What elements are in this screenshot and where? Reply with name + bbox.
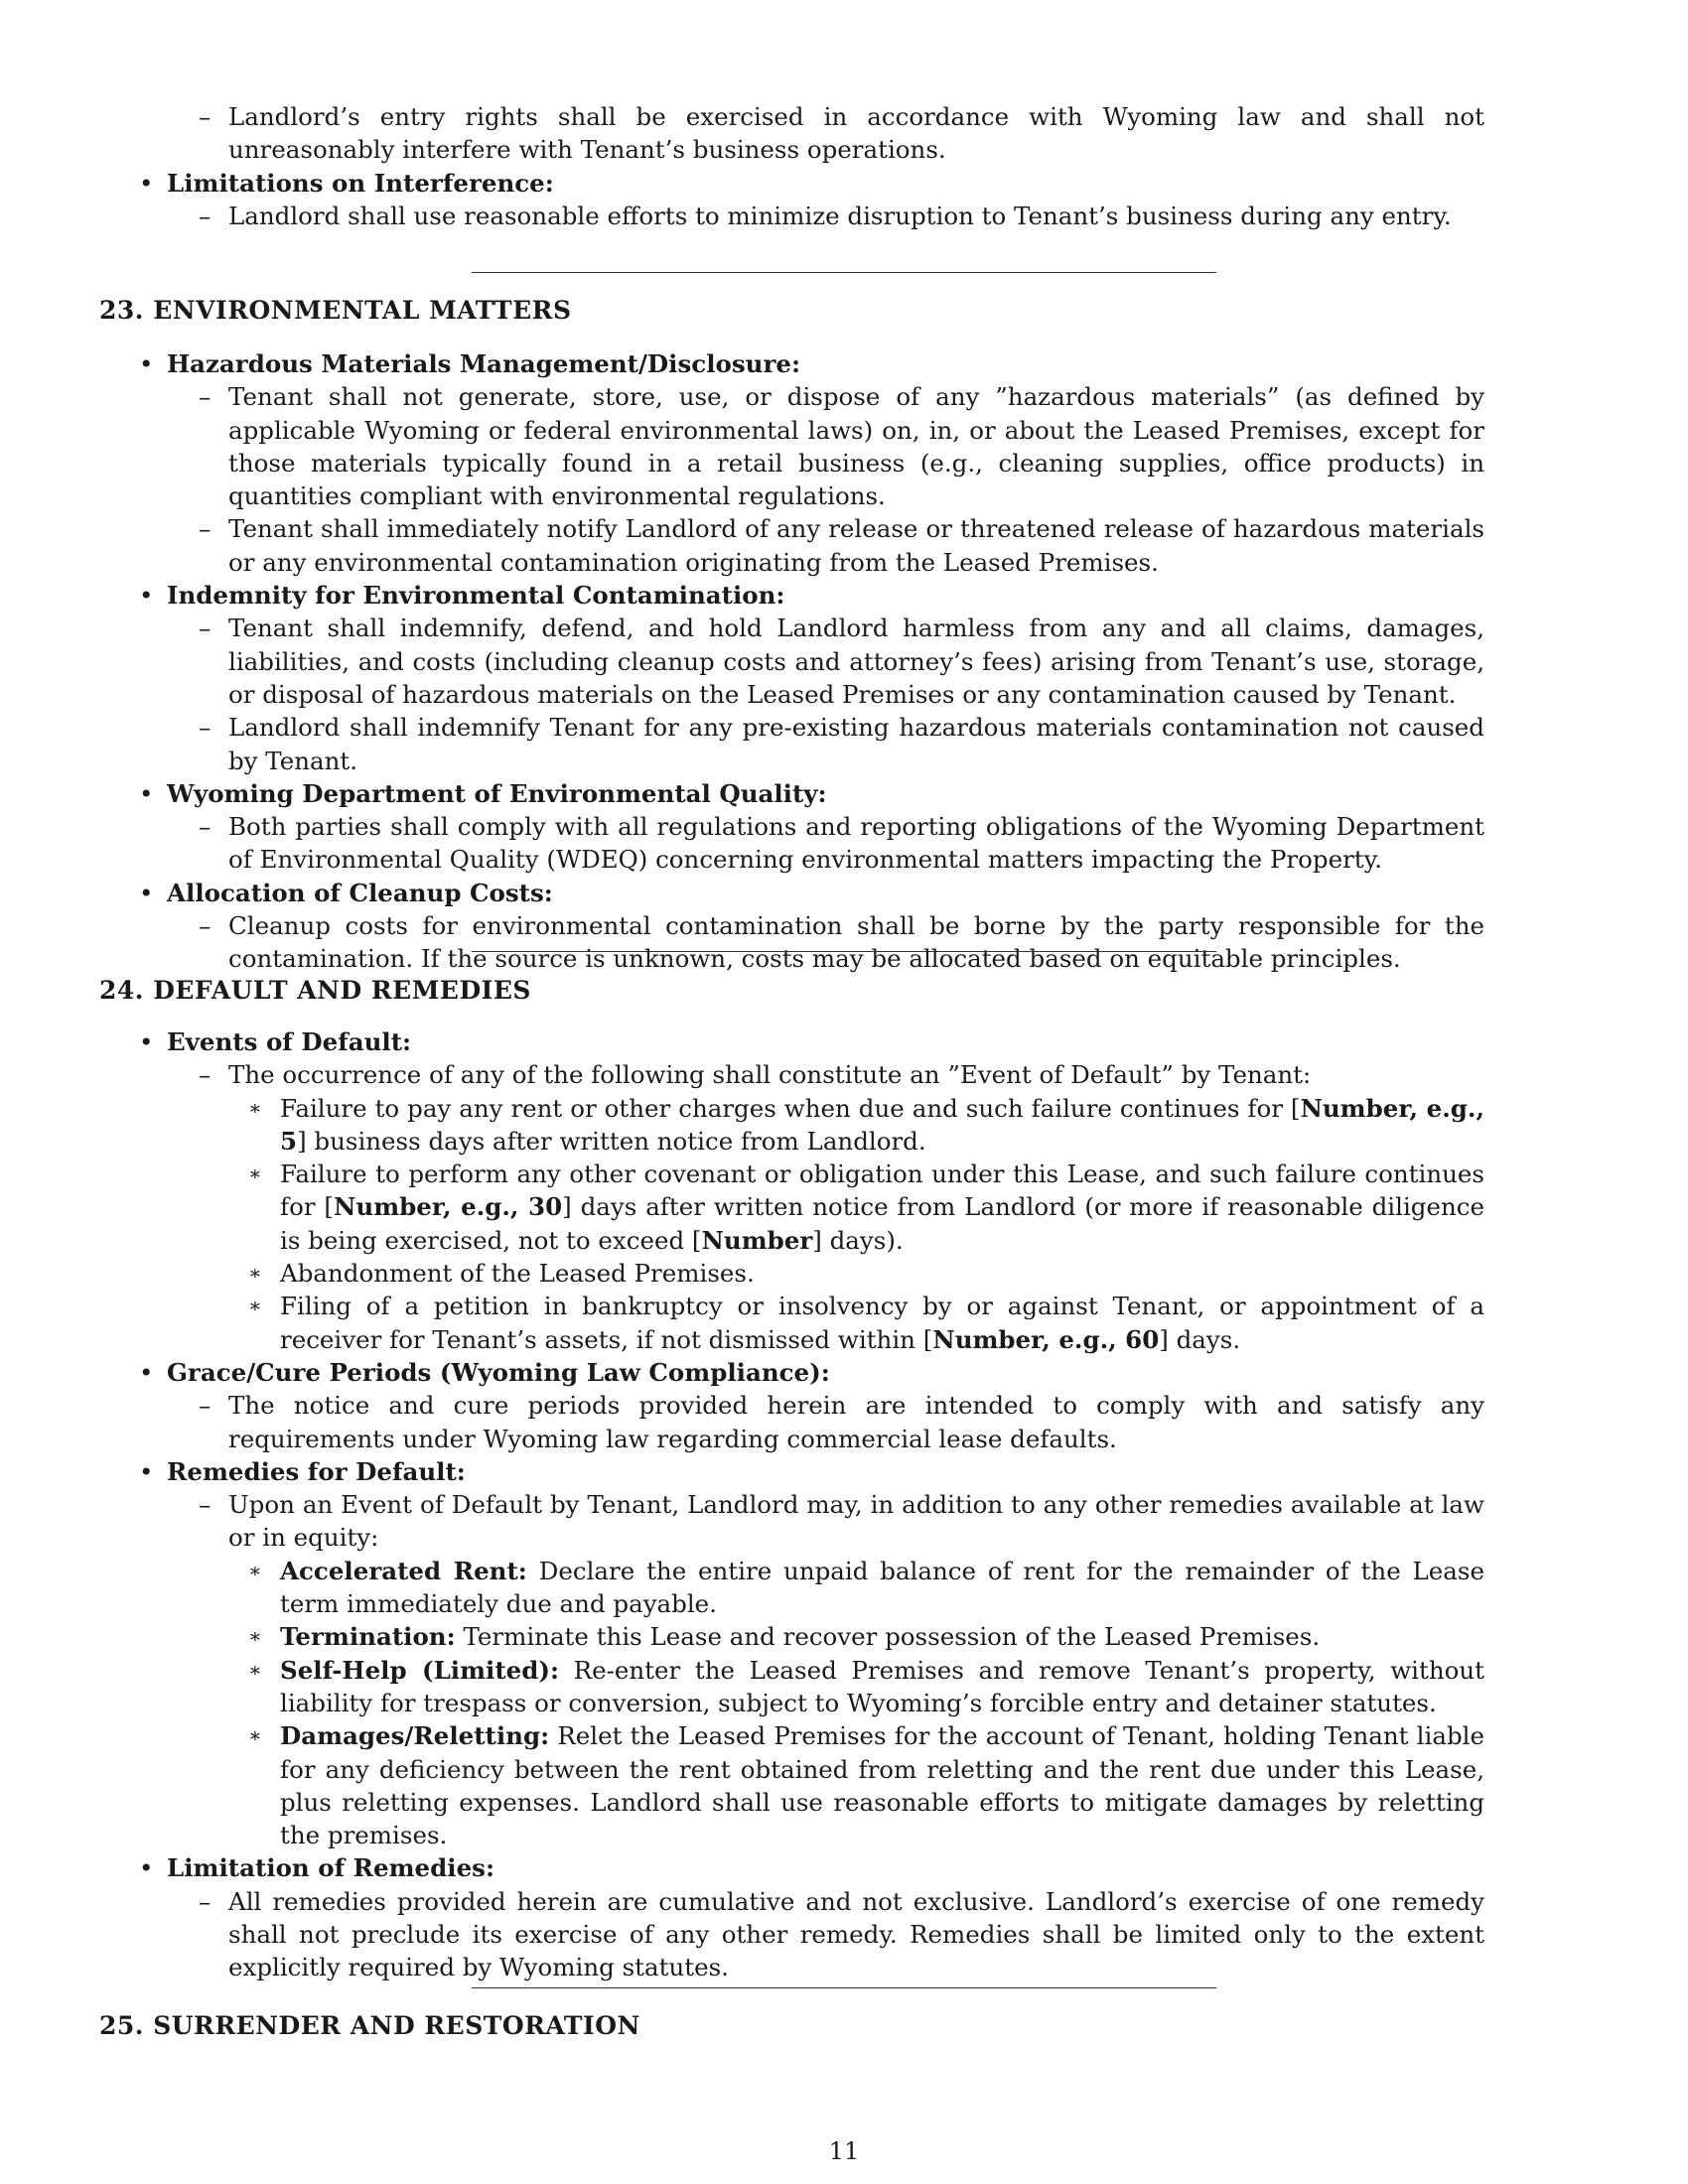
list-subsubitem: ∗ Self-Help (Limited): Re-enter the Leased Premises and remove Tenant’s property, without liability for trespass or conversion, subject to Wyoming’s forcible entry and detainer statutes. — [248, 1655, 1484, 1717]
list-subitem: – Tenant shall indemnify, defend, and hold Landlord harmless from any and all claims, damages, liabilities, and costs (including cleanup costs and attorney’s fees) arising from Tenant’s use, storage, or disposal of hazardous materials on the Leased Premises or any contamination caused by Tenant. — [199, 614, 1484, 709]
list-subitem: – The notice and cure periods provided herein are intended to comply with and satisfy any requirements under Wyoming law regarding commercial lease defaults. — [199, 1391, 1484, 1453]
list-item: • Indemnity for Environmental Contamination: — [139, 581, 785, 611]
section-23-list — [99, 347, 1589, 976]
list-subitem: – Landlord shall indemnify Tenant for any pre-existing hazardous materials contamination not caused by Tenant. — [199, 713, 1484, 775]
list-subsubitem: ∗ Accelerated Rent: Declare the entire unpaid balance of rent for the remainder of the Lease term immediately due and payable. — [248, 1556, 1484, 1619]
list-subitem: – The occurrence of any of the following shall constitute an ”Event of Default” by Tenant: — [199, 1060, 1312, 1090]
section-divider — [472, 272, 1216, 273]
section-heading-23: 23. ENVIRONMENTAL MATTERS — [99, 296, 572, 325]
list-item: • Grace/Cure Periods (Wyoming Law Compliance): — [139, 1357, 830, 1387]
list-item: • Wyoming Department of Environmental Quality: — [139, 778, 827, 808]
list-subitem: – All remedies provided herein are cumulative and not exclusive. Landlord’s exercise of one remedy shall not preclude its exercise of any other remedy. Remedies shall be limited only to the extent explicitly required by Wyoming statutes. — [199, 1886, 1484, 1982]
continued-list — [99, 100, 1589, 232]
list-subitem: – Tenant shall not generate, store, use, or dispose of any ”hazardous materials” (as defined by applicable Wyoming or federal environmental laws) on, in, or about the Leased Premises, except for those materials typically found in a retail business (e.g., cleaning supplies, office products) in quantities compliant with environmental regulations. — [199, 382, 1484, 511]
list-subsubitem: ∗ Termination: Terminate this Lease and recover possession of the Leased Premises. — [248, 1622, 1321, 1652]
list-item: • Remedies for Default: — [139, 1456, 466, 1486]
section-heading-25: 25. SURRENDER AND RESTORATION — [99, 2011, 640, 2040]
list-subitem: – Cleanup costs for environmental contamination shall be borne by the party responsible for the contamination. If the source is unknown, costs may be allocated based on equitable principles. — [199, 911, 1484, 974]
list-subsubitem: ∗ Damages/Reletting: Relet the Leased Premises for the account of Tenant, holding Tenant liable for any deficiency between the rent obtained from reletting and the rent due under this Lease, plus reletting expenses. Landlord shall use reasonable efforts to mitigate damages by reletting the premises. — [248, 1721, 1484, 1850]
list-item: • Limitations on Interference: — [139, 168, 554, 198]
list-subsubitem: ∗ Abandonment of the Leased Premises. — [248, 1259, 755, 1289]
list-subsubitem: ∗ Failure to perform any other covenant or obligation under this Lease, and such failure continues for [Number, e.g., 30] days after written notice from Landlord (or more if reasonable diligence is being exercised, not to exceed [Number] days). — [248, 1160, 1484, 1255]
section-divider — [472, 951, 1216, 952]
list-item: • Hazardous Materials Management/Disclosure: — [139, 349, 800, 378]
list-subitem: – Tenant shall immediately notify Landlord of any release or threatened release of hazardous materials or any environmental contamination originating from the Leased Premises. — [199, 514, 1484, 577]
list-subsubitem: ∗ Filing of a petition in bankruptcy or insolvency by or against Tenant, or appointment of a receiver for Tenant’s assets, if not dismissed within [Number, e.g., 60] days. — [248, 1292, 1484, 1354]
section-heading-24: 24. DEFAULT AND REMEDIES — [99, 976, 531, 1005]
list-item: • Events of Default: — [139, 1027, 412, 1056]
list-subsubitem: ∗ Failure to pay any rent or other charges when due and such failure continues for [Number, e.g., 5] business days after written notice from Landlord. — [248, 1093, 1484, 1156]
page-number: 11 — [828, 2137, 860, 2165]
list-subitem: – Both parties shall comply with all regulations and reporting obligations of the Wyoming Department of Environmental Quality (WDEQ) concerning environmental matters impacting the Property. — [199, 812, 1484, 875]
list-item: • Allocation of Cleanup Costs: — [139, 878, 553, 907]
list-item: • Limitation of Remedies: — [139, 1853, 494, 1883]
list-subitem: – Upon an Event of Default by Tenant, Landlord may, in addition to any other remedies available at law or in equity: — [199, 1490, 1484, 1553]
section-24-list — [99, 1025, 1589, 1984]
list-subitem: – Landlord shall use reasonable efforts to minimize disruption to Tenant’s business during any entry. — [199, 201, 1452, 230]
list-subitem: – Landlord’s entry rights shall be exercised in accordance with Wyoming law and shall not unreasonably interfere with Tenant’s business operations. — [199, 102, 1484, 165]
section-divider — [472, 1987, 1216, 1988]
